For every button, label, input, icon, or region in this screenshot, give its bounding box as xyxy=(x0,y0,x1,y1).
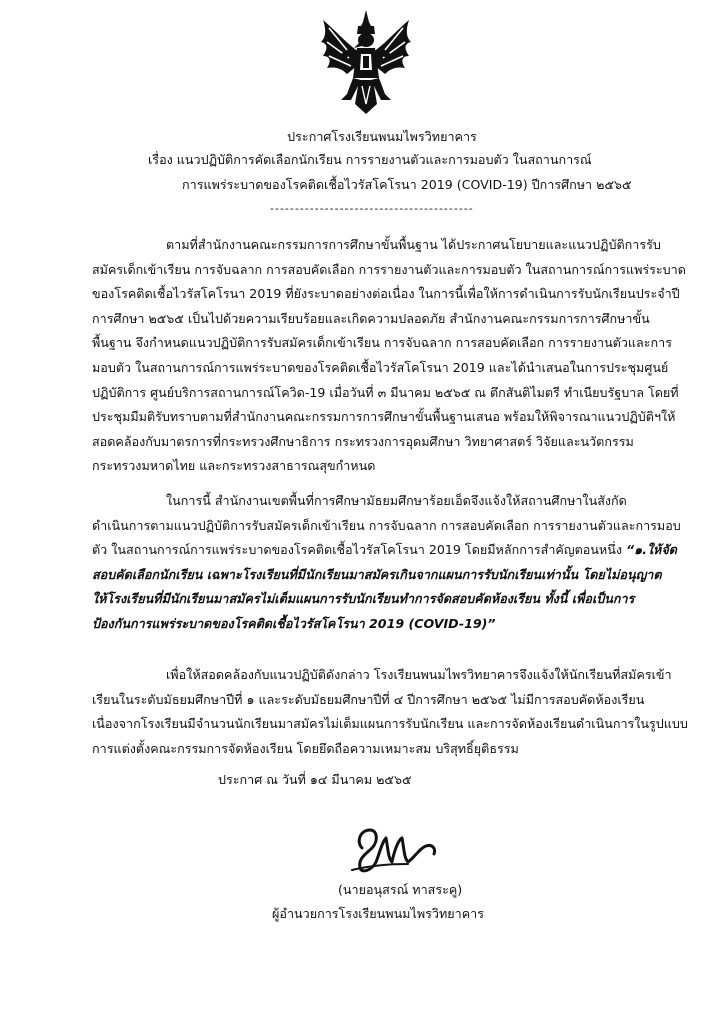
paragraph-line: ดำเนินการตามแนวปฏิบัติการรับสมัครเด็กเข้าเรียน การจับฉลาก การสอบคัดเลือก การรายงานตัวและการมอบ xyxy=(92,517,681,533)
paragraph-line: เรียนในระดับมัธยมศึกษาปีที่ ๑ และระดับมัธยมศึกษาปีที่ ๔ ปีการศึกษา ๒๕๖๕ ไม่มีการสอบคัดห้องเรียน xyxy=(92,691,645,707)
signer-name: (นายอนุสรณ์ ทาสระคู) xyxy=(338,882,463,897)
emphasized-quote-start: “๑.ให้จัด xyxy=(625,542,677,558)
paragraph-line: พื้นฐาน จึงกำหนดแนวปฏิบัติการรับสมัครเด็กเข้าเรียน การจับฉลาก การสอบคัดเลือก การรายงานตัวและการ xyxy=(92,335,672,351)
paragraph-line: ของโรคติดเชื้อไวรัสโคโรนา 2019 ที่ยังระบาดอย่างต่อเนื่อง ในการนี้เพื่อให้การดำเนินการรับนักเรียนประจำปี xyxy=(92,286,680,302)
paragraph-line: ตามที่สำนักงานคณะกรรมการการศึกษาขั้นพื้นฐาน ได้ประกาศนโยบายและแนวปฏิบัติการรับ xyxy=(166,237,661,252)
paragraph-line: เพื่อให้สอดคล้องกับแนวปฏิบัติดังกล่าว โรงเรียนพนมไพรวิทยาคารจึงแจ้งให้นักเรียนที่สมัครเข้า xyxy=(166,667,672,682)
paragraph-line: ในการนี้ สำนักงานเขตพื้นที่การศึกษามัธยมศึกษาร้อยเอ็ดจึงแจ้งให้สถานศึกษาในสังกัด xyxy=(166,493,627,508)
paragraph-directive xyxy=(92,489,681,637)
emphasized-quote-line: สอบคัดเลือกนักเรียน เฉพาะโรงเรียนที่มีนักเรียนมาสมัครเกินจากแผนการรับนักเรียนเท่านั้น โดยไม่อนุญาต xyxy=(92,566,662,582)
paragraph-background xyxy=(92,233,686,479)
paragraph-line: สอดคล้องกับมาตรการที่กระทรวงศึกษาธิการ กระทรวงการอุดมศึกษา วิทยาศาสตร์ วิจัยและนวัตกรรม xyxy=(92,433,634,449)
header-divider: ----------------------------------------- xyxy=(270,202,474,215)
handwritten-signature-icon xyxy=(348,818,440,878)
paragraph-line: การศึกษา ๒๕๖๕ เป็นไปด้วยความเรียบร้อยและเกิดความปลอดภัย สำนักงานคณะกรรมการการศึกษาขั้น xyxy=(92,310,650,326)
paragraph-school-decision xyxy=(92,663,688,761)
paragraph-line xyxy=(92,538,681,563)
announcement-date: ประกาศ ณ วันที่ ๑๔ มีนาคม ๒๕๖๕ xyxy=(218,772,412,787)
paragraph-line: มอบตัว ในสถานการณ์การแพร่ระบาดของโรคติดเชื้อไวรัสโคโรนา 2019 และได้นำเสนอในการประชุมศูนย์ xyxy=(92,359,669,375)
paragraph-line: ประชุมมีมติรับทราบตามที่สำนักงานคณะกรรมการการศึกษาขั้นพื้นฐานเสนอ พร้อมให้พิจารณาแนวปฏิบัติฯให้ xyxy=(92,409,676,425)
paragraph-line: ปฏิบัติการ ศูนย์บริการสถานการณ์โควิด-19 เมื่อวันที่ ๓ มีนาคม ๒๕๖๕ ณ ตึกสันติไมตรี ทำเนียบรัฐบาล โดยที่ xyxy=(92,384,679,400)
signer-position: ผู้อำนวยการโรงเรียนพนมไพรวิทยาคาร xyxy=(272,906,484,921)
paragraph-line: การแต่งตั้งคณะกรรมการจัดห้องเรียน โดยยึดถือความเหมาะสม บริสุทธิ์ยุติธรรม xyxy=(92,740,519,756)
announcement-title: ประกาศโรงเรียนพนมไพรวิทยาคาร xyxy=(287,129,477,144)
subject-line-2: การแพร่ระบาดของโรคติดเชื้อไวรัสโคโรนา 2019 (COVID-19) ปีการศึกษา ๒๕๖๕ xyxy=(182,177,632,192)
paragraph-line: สมัครเด็กเข้าเรียน การจับฉลาก การสอบคัดเลือก การรายงานตัวและการมอบตัว ในสถานการณ์การแพร่ระบาด xyxy=(92,261,686,277)
garuda-emblem-icon xyxy=(317,8,415,116)
emphasized-quote-line: ป้องกันการแพร่ระบาดของโรคติดเชื้อไวรัสโคโรนา 2019 (COVID-19)” xyxy=(92,615,496,631)
paragraph-line-text: ตัว ในสถานการณ์การแพร่ระบาดของโรคติดเชื้อไวรัสโคโรนา 2019 โดยมีหลักการสำคัญตอนหนึ่ง xyxy=(92,542,626,558)
paragraph-line: เนื่องจากโรงเรียนมีจำนวนนักเรียนมาสมัครไม่เต็มแผนการรับนักเรียน และการจัดห้องเรียนดำเนินการในรูปแบบ xyxy=(92,716,688,732)
emphasized-quote-line: ให้โรงเรียนที่มีนักเรียนมาสมัครไม่เต็มแผนการรับนักเรียนทำการจัดสอบคัดห้องเรียน ทั้งนี้ เพื่อเป็นการ xyxy=(92,591,635,607)
subject-line-1: เรื่อง แนวปฏิบัติการคัดเลือกนักเรียน การรายงานตัวและการมอบตัว ในสถานการณ์ xyxy=(148,152,592,167)
paragraph-line: กระทรวงมหาดไทย และกระทรวงสาธารณสุขกำหนด xyxy=(92,458,376,474)
